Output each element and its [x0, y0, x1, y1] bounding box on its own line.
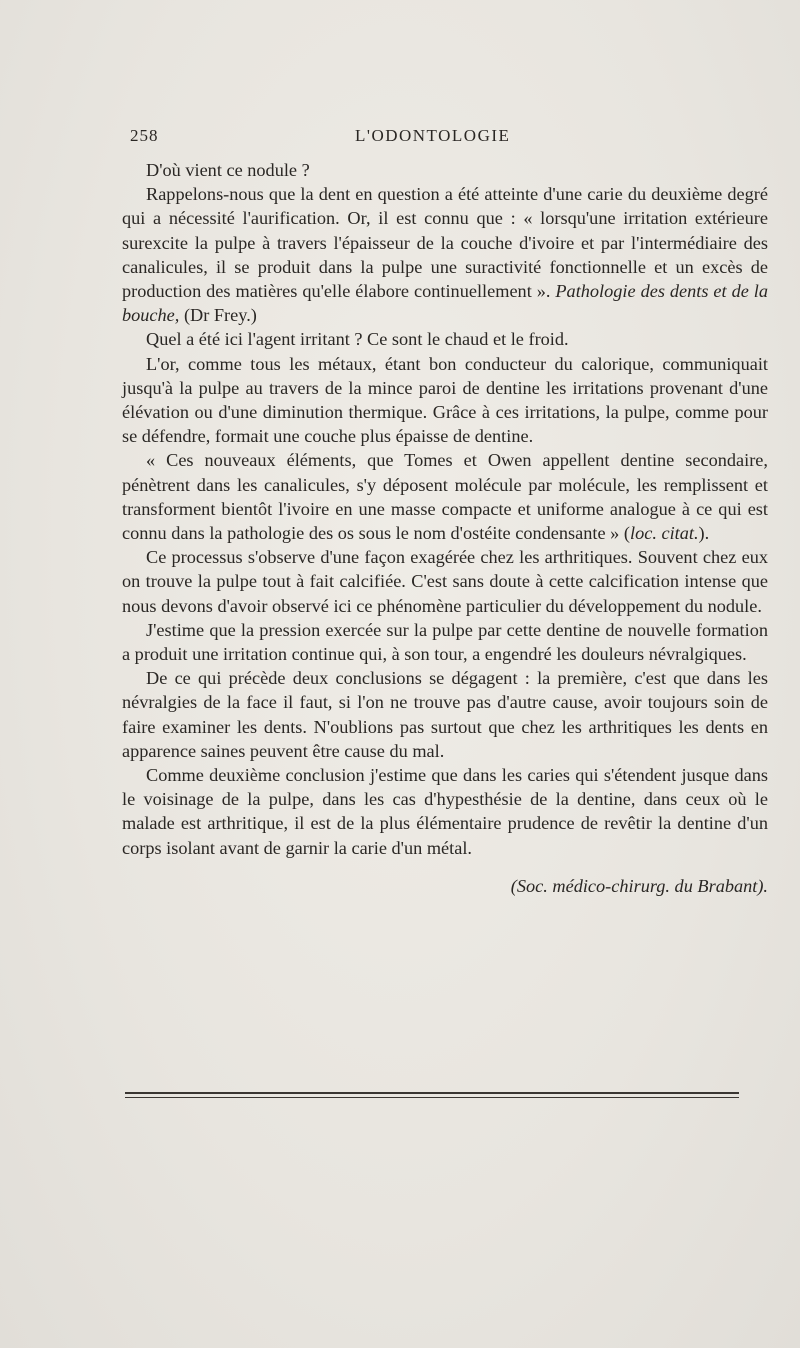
paragraph-6: Ce processus s'observe d'une façon exagérée chez les arthritiques. Souvent chez eux on trouve la pulpe tout à fait calcifiée. C'est sans doute à cette calcification intense que nous devons d'avoir observé ici ce phénomène particulier du développement du nodule. — [122, 547, 768, 616]
paragraph-9: Comme deuxième conclusion j'estime que dans les caries qui s'étendent jusque dans le voisinage de la pulpe, dans les cas d'hypesthésie de la dentine, dans ceux où le malade est arthritique, il est de la plus élémentaire prudence de revêtir la dentine d'un corps isolant avant de garnir la carie d'un métal. — [122, 765, 768, 858]
citation-title: Pathologie des dents et de la bouche, — [122, 281, 768, 326]
paragraph-5: « Ces nouveaux éléments, que Tomes et Owen appellent dentine secondaire, pénètrent dans les canalicules, s'y déposent molécule par molécule, les remplissent et transforment bientôt l'ivoire en une masse compacte et uniforme analogue à ce qui est connu dans la pathologie des os sous le nom d'ostéite condensante » (loc. citat.). — [122, 450, 768, 544]
source-signature: (Soc. médico-chirurg. du Brabant). — [510, 875, 768, 896]
paragraph-4: L'or, comme tous les métaux, étant bon conducteur du calorique, communiquait jusqu'à la pulpe au travers de la mince paroi de dentine les irritations provenant d'une élévation ou d'une diminution thermique. Grâce à ces irritations, la pulpe, comme pour se défendre, formait une couche plus épaisse de dentine. — [122, 353, 768, 447]
end-rule-thin — [125, 1097, 739, 1098]
body-text — [122, 158, 768, 898]
paragraph-7: J'estime que la pression exercée sur la pulpe par cette dentine de nouvelle formation a produit une irritation continue qui, à son tour, a engendré les douleurs névralgiques. — [122, 619, 768, 665]
citation-author: (Dr Frey.) — [179, 305, 257, 326]
page-header — [130, 126, 770, 150]
running-title: L'ODONTOLOGIE — [355, 126, 511, 145]
paragraph-2: Rappelons-nous que la dent en question a été atteinte d'une carie du deuxième degré qui a nécessité l'aurification. Or, il est connu que : « lorsqu'une irritation extérieure surexcite la pulpe à travers l'épaisseur de la couche d'ivoire et par l'intermédiaire des canalicules, il se produit dans la pulpe une suractivité fonctionnelle et un excès de production des matières qu'elle élabore continuellement ». Pathologie des dents et de la bouche, (Dr Frey.) — [122, 184, 768, 326]
loc-citat: loc. citat. — [629, 523, 699, 544]
end-rule-thick — [125, 1092, 739, 1094]
paragraph-8: De ce qui précède deux conclusions se dégagent : la première, c'est que dans les névralgies de la face il faut, si l'on ne trouve pas d'autre cause, avoir toujours soin de faire examiner les dents. N'oublions pas surtout que chez les arthritiques les dents en apparence saines peuvent être cause du mal. — [122, 668, 768, 761]
paragraph-3: Quel a été ici l'agent irritant ? Ce sont le chaud et le froid. — [146, 329, 569, 350]
paragraph-1: D'où vient ce nodule ? — [146, 160, 310, 180]
page-number: 258 — [130, 126, 159, 145]
